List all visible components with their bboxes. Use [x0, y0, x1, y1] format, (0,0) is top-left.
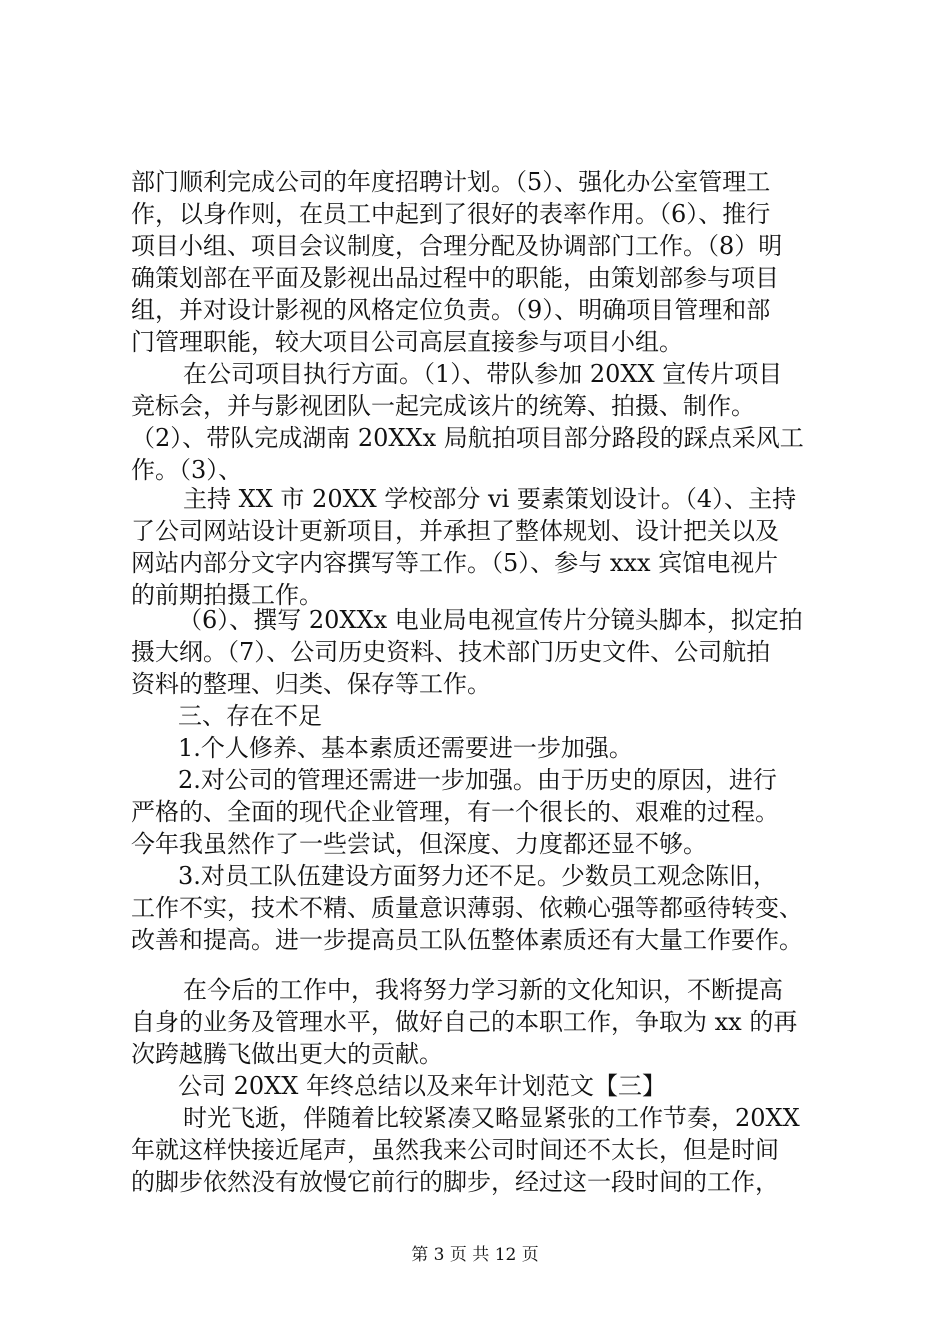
text-line: 了公司网站设计更新项目，并承担了整体规划、设计把关以及: [131, 517, 779, 545]
text-line: 网站内部分文字内容撰写等工作。（5）、参与 xxx 宾馆电视片: [131, 549, 779, 577]
text-line: 2.对公司的管理还需进一步加强。由于历史的原因，进行: [178, 766, 777, 794]
text-line: 工作不实，技术不精、质量意识薄弱、依赖心强等都亟待转变、: [131, 894, 803, 922]
text-line: 严格的、全面的现代企业管理，有一个很长的、艰难的过程。: [131, 798, 779, 826]
text-line: 1.个人修养、基本素质还需要进一步加强。: [178, 734, 633, 762]
text-line: 门管理职能，较大项目公司高层直接参与项目小组。: [131, 328, 683, 356]
text-line: 作。（3）、: [131, 456, 243, 484]
text-line: （6）、撰写 20XXx 电业局电视宣传片分镜头脚本，拟定拍: [178, 606, 803, 634]
text-line: 项目小组、项目会议制度，合理分配及协调部门工作。（8）明: [131, 232, 783, 260]
text-line: 自身的业务及管理水平，做好自己的本职工作，争取为 xx 的再: [131, 1008, 798, 1036]
text-line: 竞标会，并与影视团队一起完成该片的统筹、拍摄、制作。: [131, 392, 755, 420]
text-line: 在今后的工作中，我将努力学习新的文化知识，不断提高: [183, 976, 783, 1004]
text-line: 作，以身作则，在员工中起到了很好的表率作用。（6）、推行: [131, 200, 771, 228]
section-heading: 公司 20XX 年终总结以及来年计划范文【三】: [178, 1072, 666, 1100]
text-line: 的前期拍摄工作。: [131, 581, 323, 609]
text-line: 摄大纲。（7）、公司历史资料、技术部门历史文件、公司航拍: [131, 638, 771, 666]
text-line: 今年我虽然作了一些尝试，但深度、力度都还显不够。: [131, 830, 707, 858]
text-line: （2）、带队完成湖南 20XXx 局航拍项目部分路段的踩点采风工: [131, 424, 804, 452]
text-line: 在公司项目执行方面。（1）、带队参加 20XX 宣传片项目: [183, 360, 783, 388]
text-line: 3.对员工队伍建设方面努力还不足。少数员工观念陈旧，: [178, 862, 777, 890]
text-line: 资料的整理、归类、保存等工作。: [131, 670, 491, 698]
section-heading: 三、存在不足: [178, 702, 322, 730]
text-line: 时光飞逝，伴随着比较紧凑又略显紧张的工作节奏，20XX: [183, 1104, 800, 1132]
text-line: 部门顺利完成公司的年度招聘计划。（5）、强化办公室管理工: [131, 168, 771, 196]
text-line: 改善和提高。进一步提高员工队伍整体素质还有大量工作要作。: [131, 926, 803, 954]
text-line: 确策划部在平面及影视出品过程中的职能，由策划部参与项目: [131, 264, 779, 292]
text-line: 次跨越腾飞做出更大的贡献。: [131, 1040, 443, 1068]
text-line: 年就这样快接近尾声，虽然我来公司时间还不太长，但是时间: [131, 1136, 779, 1164]
text-line: 的脚步依然没有放慢它前行的脚步，经过这一段时间的工作，: [131, 1168, 779, 1196]
text-line: 组，并对设计影视的风格定位负责。（9）、明确项目管理和部: [131, 296, 771, 324]
page-number-footer: 第 3 页 共 12 页: [411, 1245, 539, 1265]
text-line: 主持 XX 市 20XX 学校部分 vi 要素策划设计。（4）、主持: [183, 485, 797, 513]
